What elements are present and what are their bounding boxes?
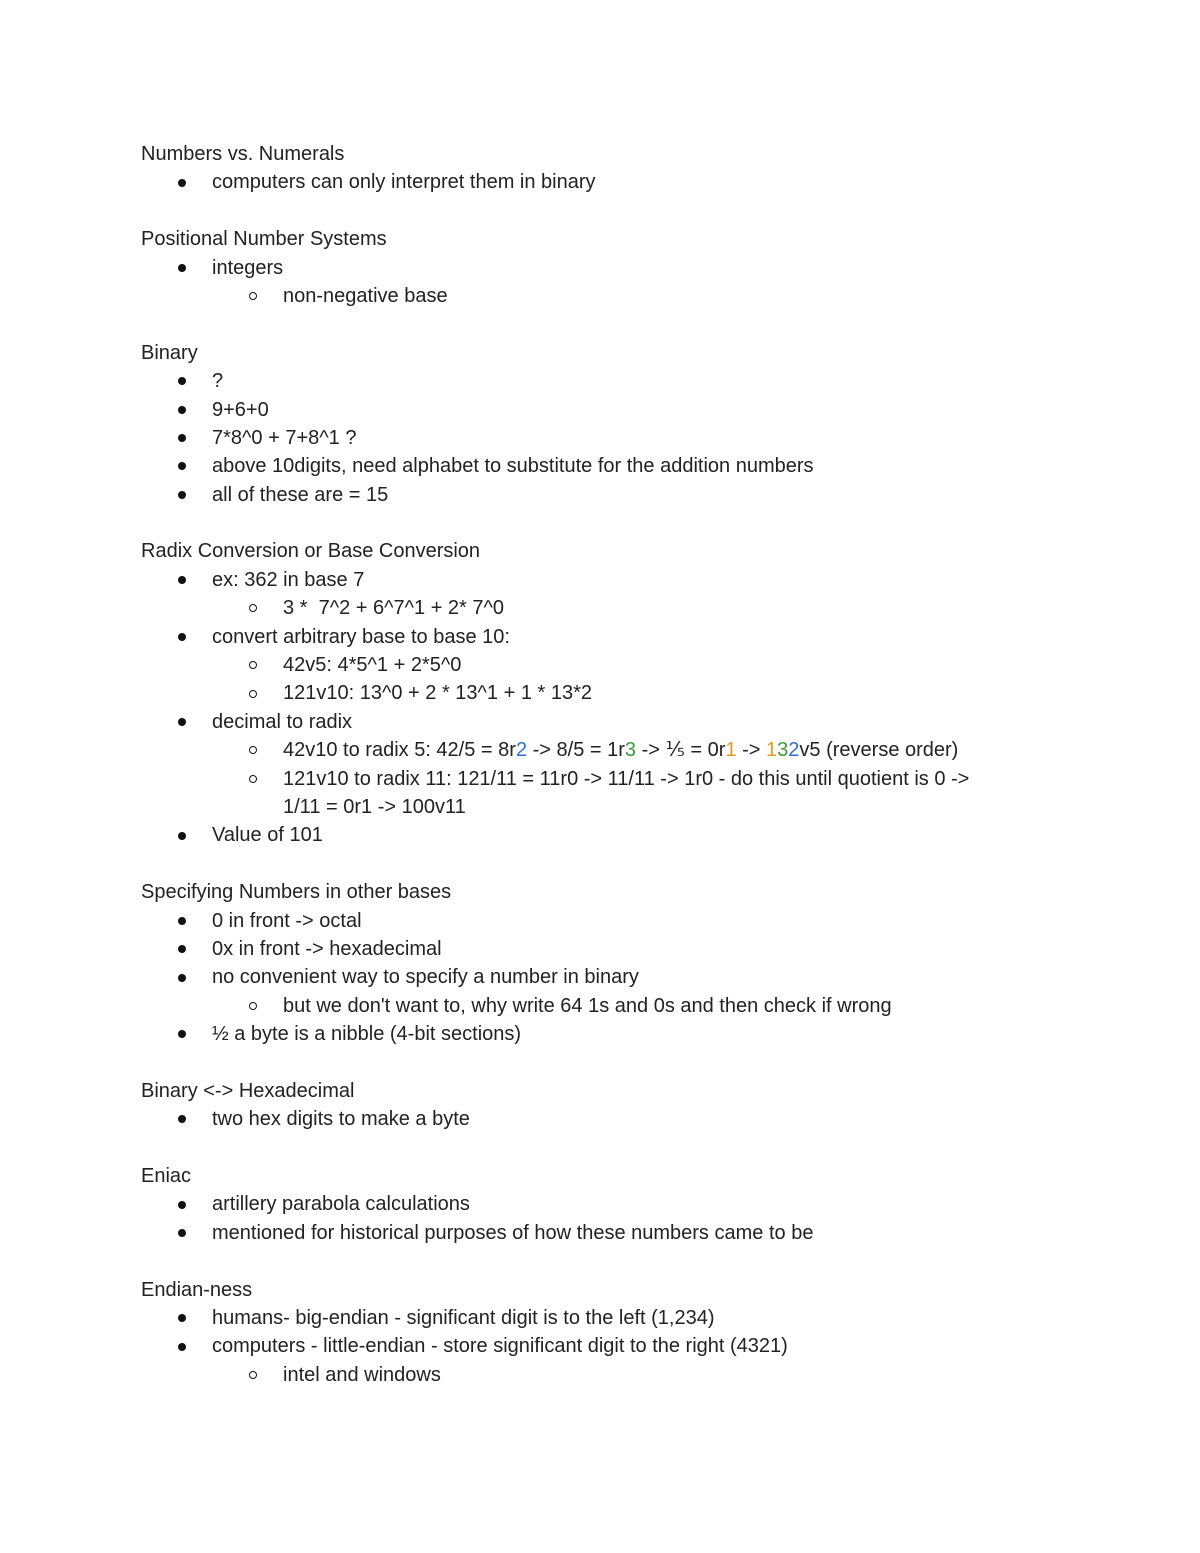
list-item: [141, 566, 1041, 594]
list-item: [141, 1304, 1041, 1332]
list-item-text: artillery parabola calculations: [212, 1193, 470, 1216]
bullet-dot-icon: [178, 168, 186, 196]
bullet-circle-icon: [249, 594, 257, 622]
text-run: -> ⅕ = 0r: [636, 739, 726, 762]
remainder-orange: 1: [725, 739, 737, 762]
list-item-text: above 10digits, need alphabet to substitute for the addition numbers: [212, 455, 814, 478]
result-digit-orange: 1: [766, 739, 778, 762]
bullet-dot-icon: [178, 452, 186, 480]
text-run: -> 8/5 = 1r: [527, 739, 625, 762]
list-item: [141, 821, 1041, 849]
bullet-circle-icon: [249, 736, 257, 764]
list-item-text: 0x in front -> hexadecimal: [212, 937, 442, 960]
list-item-text: 9+6+0: [212, 398, 269, 421]
spacer: [141, 850, 1041, 878]
bullet-dot-icon: [178, 481, 186, 509]
bullet-dot-icon: [178, 1332, 186, 1360]
spacer: [141, 197, 1041, 225]
list-item-text: ½ a byte is a nibble (4-bit sections): [212, 1023, 522, 1046]
bullet-circle-icon: [249, 282, 257, 310]
list-item: [141, 963, 1041, 991]
list-item: [141, 168, 1041, 196]
sub-list-item-text: but we don't want to, why write 64 1s and 0s and then check if wrong: [283, 994, 892, 1017]
document-body: [141, 140, 1041, 1389]
list-item-text: ?: [212, 370, 224, 393]
bullet-dot-icon: [178, 396, 186, 424]
bullet-dot-icon: [178, 424, 186, 452]
bullet-dot-icon: [178, 254, 186, 282]
text-run: ->: [736, 739, 767, 762]
bullet-dot-icon: [178, 623, 186, 651]
list-item-text: Value of 101: [212, 824, 323, 847]
list-item: [141, 935, 1041, 963]
bullet-dot-icon: [178, 1190, 186, 1218]
text-run: v5 (reverse order): [799, 739, 959, 762]
list-item-text: all of these are = 15: [212, 483, 389, 506]
section-heading: Eniac: [141, 1165, 192, 1188]
spacer: [141, 509, 1041, 537]
bullet-circle-icon: [249, 765, 257, 793]
sub-list-item-text: [283, 739, 958, 761]
list-item: [141, 907, 1041, 935]
bullet-dot-icon: [178, 1304, 186, 1332]
section-heading: Radix Conversion or Base Conversion: [141, 540, 481, 563]
sub-list-item: [141, 679, 1041, 707]
bullet-dot-icon: [178, 963, 186, 991]
list-item: [141, 452, 1041, 480]
section-heading: Binary <-> Hexadecimal: [141, 1079, 355, 1102]
list-item-text: computers can only interpret them in binary: [212, 171, 596, 194]
list-item: [141, 1020, 1041, 1048]
list-item: [141, 1105, 1041, 1133]
section-heading: Binary: [141, 341, 198, 364]
bullet-circle-icon: [249, 992, 257, 1020]
remainder-green: 3: [624, 739, 637, 762]
section-heading: Positional Number Systems: [141, 228, 387, 251]
sub-list-item: [141, 594, 1041, 622]
list-item-text: integers: [212, 256, 284, 279]
list-item: [141, 424, 1041, 452]
sub-list-item: [141, 992, 1041, 1020]
list-item-text: two hex digits to make a byte: [212, 1108, 470, 1131]
sub-list-item-text: intel and windows: [283, 1363, 441, 1386]
list-item: [141, 396, 1041, 424]
sub-list-item: [141, 282, 1041, 310]
list-item: [141, 367, 1041, 395]
bullet-dot-icon: [178, 367, 186, 395]
result-digit-green: 3: [777, 739, 789, 762]
sub-list-item-text: 1/11 = 0r1 -> 100v11: [283, 795, 466, 818]
list-item: [141, 481, 1041, 509]
list-item-text: decimal to radix: [212, 710, 353, 733]
result-digit-blue: 2: [788, 739, 800, 762]
sub-list-item-continuation: [141, 793, 1041, 821]
bullet-dot-icon: [178, 907, 186, 935]
bullet-circle-icon: [249, 1361, 257, 1389]
section-heading: Specifying Numbers in other bases: [141, 881, 452, 904]
sub-list-item: [141, 1361, 1041, 1389]
list-item-text: 7*8^0 + 7+8^1 ?: [212, 426, 357, 449]
list-item-text: humans- big-endian - significant digit is to the left (1,234): [212, 1307, 715, 1330]
bullet-dot-icon: [178, 1020, 186, 1048]
bullet-dot-icon: [178, 566, 186, 594]
list-item-text: no convenient way to specify a number in binary: [212, 966, 639, 989]
sub-list-item-text: 42v5: 4*5^1 + 2*5^0: [283, 654, 462, 677]
spacer: [141, 1049, 1041, 1077]
list-item: [141, 254, 1041, 282]
sub-list-item-text: 3 * 7^2 + 6^7^1 + 2* 7^0: [283, 597, 505, 620]
bullet-dot-icon: [178, 1105, 186, 1133]
bullet-circle-icon: [249, 651, 257, 679]
bullet-dot-icon: [178, 935, 186, 963]
list-item: [141, 708, 1041, 736]
spacer: [141, 1247, 1041, 1275]
list-item-text: mentioned for historical purposes of how these numbers came to be: [212, 1221, 814, 1244]
sub-list-item: [141, 736, 1041, 764]
list-item-text: ex: 362 in base 7: [212, 568, 365, 591]
sub-list-item-text: 121v10 to radix 11: 121/11 = 11r0 -> 11/11 -> 1r0 - do this until quotient is 0 ->: [283, 767, 970, 790]
list-item: [141, 623, 1041, 651]
list-item: [141, 1332, 1041, 1360]
sub-list-item: [141, 651, 1041, 679]
spacer: [141, 1134, 1041, 1162]
section-heading: Endian-ness: [141, 1278, 253, 1301]
bullet-circle-icon: [249, 679, 257, 707]
text-run: 42v10 to radix 5: 42/5 = 8r: [283, 739, 516, 762]
section-heading: Numbers vs. Numerals: [141, 143, 345, 165]
list-item: [141, 1190, 1041, 1218]
sub-list-item-text: non-negative base: [283, 284, 448, 307]
sub-list-item: [141, 765, 1041, 793]
list-item-text: 0 in front -> octal: [212, 909, 362, 932]
bullet-dot-icon: [178, 821, 186, 849]
spacer: [141, 310, 1041, 338]
bullet-dot-icon: [178, 708, 186, 736]
list-item-text: computers - little-endian - store significant digit to the right (4321): [212, 1335, 788, 1358]
sub-list-item-text: 121v10: 13^0 + 2 * 13^1 + 1 * 13*2: [283, 682, 593, 705]
list-item: [141, 1219, 1041, 1247]
list-item-text: convert arbitrary base to base 10:: [212, 625, 510, 648]
remainder-blue: 2: [515, 739, 528, 762]
bullet-dot-icon: [178, 1219, 186, 1247]
